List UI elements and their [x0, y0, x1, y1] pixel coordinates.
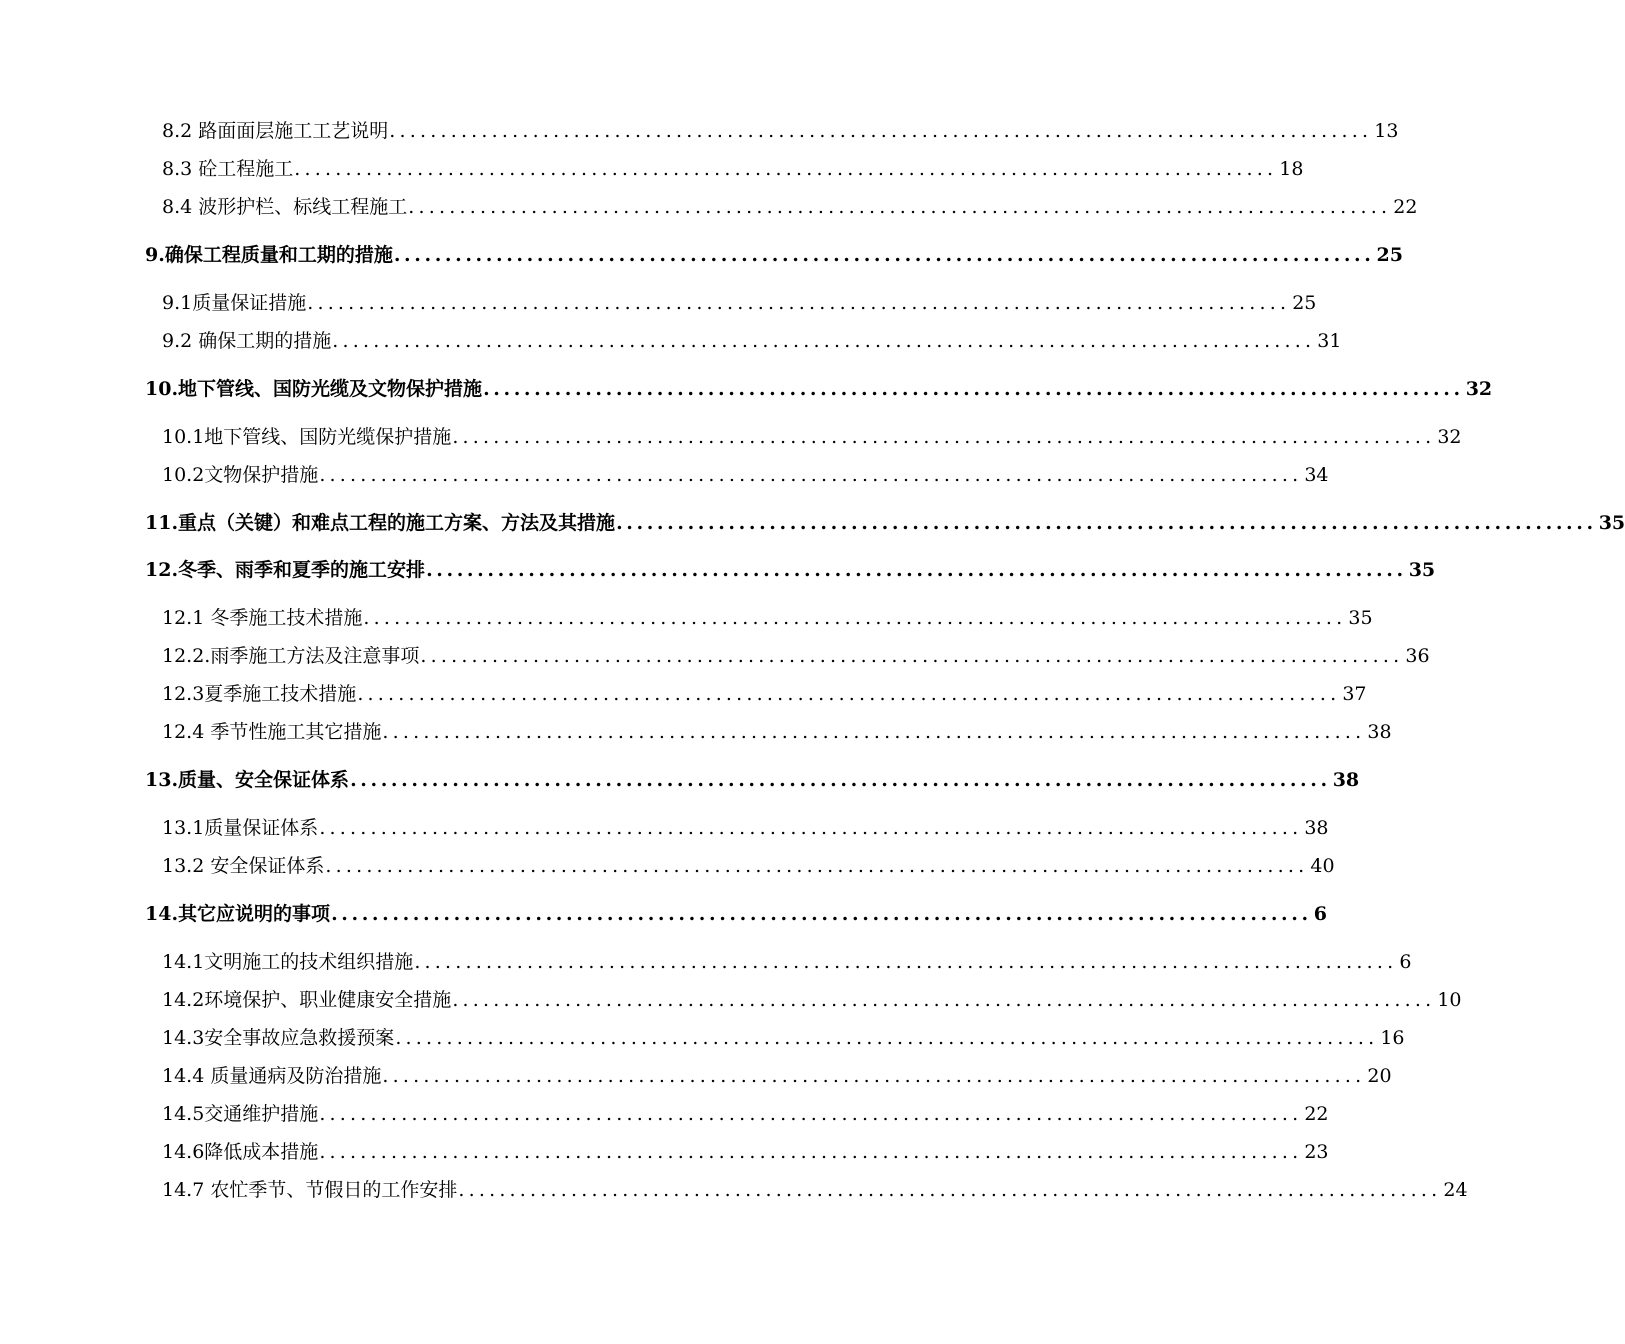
toc-entry[interactable] — [162, 154, 1304, 181]
toc-entry[interactable] — [162, 1137, 1329, 1164]
toc-entry-page: 38 — [1367, 721, 1392, 743]
dot-leader: ................................................................................................ — [363, 607, 1347, 629]
toc-entry-title: 12.3夏季施工技术措施 — [162, 683, 357, 705]
toc-entry-page: 20 — [1367, 1065, 1392, 1087]
toc-entry-title: 12.4 季节性施工其它措施 — [162, 721, 382, 743]
toc-entry-title: 9.1质量保证措施 — [162, 292, 307, 314]
toc-entry[interactable] — [162, 422, 1462, 449]
toc-entry[interactable] — [162, 1061, 1392, 1088]
toc-entry-title: 8.4 波形护栏、标线工程施工 — [162, 196, 408, 218]
toc-entry-title: 8.3 砼工程施工 — [162, 158, 294, 180]
toc-entry-page: 37 — [1342, 683, 1367, 705]
toc-entry[interactable] — [162, 1099, 1329, 1126]
toc-entry-page: 32 — [1465, 378, 1493, 400]
toc-entry-title: 9.确保工程质量和工期的措施 — [145, 244, 393, 266]
toc-entry-chapter[interactable] — [145, 765, 1360, 792]
dot-leader: ................................................................................................ — [389, 120, 1373, 142]
toc-entry-title: 14.其它应说明的事项 — [145, 903, 331, 925]
toc-entry-page: 23 — [1304, 1141, 1329, 1163]
toc-entry[interactable] — [162, 641, 1430, 668]
dot-leader: ................................................................................................ — [319, 464, 1303, 486]
dot-leader: ................................................................................................ — [382, 721, 1366, 743]
toc-entry[interactable] — [162, 985, 1462, 1012]
toc-entry-title: 13.1质量保证体系 — [162, 817, 319, 839]
toc-entry-page: 10 — [1437, 989, 1462, 1011]
dot-leader: ................................................................................................ — [452, 989, 1436, 1011]
dot-leader: ................................................................................................ — [319, 1141, 1303, 1163]
toc-entry-title: 12.1 冬季施工技术措施 — [162, 607, 363, 629]
dot-leader: ................................................................................................ — [319, 817, 1303, 839]
toc-entry[interactable] — [162, 192, 1418, 219]
toc-entry-title: 13.2 安全保证体系 — [162, 855, 325, 877]
toc-entry-title: 14.3安全事故应急救援预案 — [162, 1027, 395, 1049]
toc-entry-title: 12.2.雨季施工方法及注意事项 — [162, 645, 420, 667]
toc-entry[interactable] — [162, 460, 1329, 487]
dot-leader: ................................................................................................ — [414, 951, 1398, 973]
toc-entry-title: 14.4 质量通病及防治措施 — [162, 1065, 382, 1087]
toc-entry-title: 10.2文物保护措施 — [162, 464, 319, 486]
toc-entry-title: 14.2环境保护、职业健康安全措施 — [162, 989, 452, 1011]
dot-leader: ................................................................................................ — [332, 330, 1316, 352]
toc-entry-title: 13.质量、安全保证体系 — [145, 769, 350, 791]
dot-leader: ................................................................................................ — [294, 158, 1278, 180]
toc-entry[interactable] — [162, 813, 1329, 840]
toc-entry[interactable] — [162, 326, 1342, 353]
toc-entry[interactable] — [162, 717, 1392, 744]
toc-entry-chapter[interactable] — [145, 899, 1327, 926]
toc-entry-page: 13 — [1374, 120, 1399, 142]
toc-entry-title: 14.1文明施工的技术组织措施 — [162, 951, 414, 973]
toc-entry-page: 31 — [1317, 330, 1342, 352]
dot-leader: ................................................................................................ — [395, 1027, 1379, 1049]
toc-entry[interactable] — [162, 288, 1317, 315]
dot-leader: ................................................................................................ — [325, 855, 1309, 877]
dot-leader: ................................................................................................ — [616, 512, 1597, 534]
toc-entry-page: 38 — [1332, 769, 1360, 791]
toc-entry-title: 8.2 路面面层施工工艺说明 — [162, 120, 389, 142]
toc-entry-title: 12.冬季、雨季和夏季的施工安排 — [145, 559, 426, 581]
toc-entry[interactable] — [162, 947, 1412, 974]
toc-entry-page: 34 — [1304, 464, 1329, 486]
dot-leader: ................................................................................................ — [307, 292, 1291, 314]
toc-entry-page: 16 — [1380, 1027, 1405, 1049]
toc-entry-title: 11.重点（关键）和难点工程的施工方案、方法及其措施 — [145, 512, 616, 534]
toc-entry-page: 18 — [1279, 158, 1304, 180]
toc-entry-chapter[interactable] — [145, 555, 1436, 582]
dot-leader: ................................................................................................ — [331, 903, 1312, 925]
toc-entry-chapter[interactable] — [145, 240, 1403, 267]
toc-entry-page: 35 — [1408, 559, 1436, 581]
toc-entry-page: 6 — [1399, 951, 1412, 973]
toc-entry-title: 14.5交通维护措施 — [162, 1103, 319, 1125]
dot-leader: ................................................................................................ — [357, 683, 1341, 705]
toc-entry-page: 6 — [1313, 903, 1327, 925]
dot-leader: ................................................................................................ — [483, 378, 1464, 400]
toc-entry-page: 25 — [1376, 244, 1403, 266]
dot-leader: ................................................................................................ — [393, 244, 1375, 266]
toc-entry-page: 38 — [1304, 817, 1329, 839]
toc-entry-title: 9.2 确保工期的措施 — [162, 330, 332, 352]
toc-entry-title: 14.7 农忙季节、节假日的工作安排 — [162, 1179, 458, 1201]
toc-entry-chapter[interactable] — [145, 508, 1625, 535]
toc-entry-page: 35 — [1348, 607, 1373, 629]
toc-entry-chapter[interactable] — [145, 374, 1493, 401]
dot-leader: ................................................................................................ — [458, 1179, 1442, 1201]
toc-entry[interactable] — [162, 679, 1367, 706]
toc-entry[interactable] — [162, 603, 1373, 630]
toc-entry[interactable] — [162, 1175, 1468, 1202]
dot-leader: ................................................................................................ — [426, 559, 1407, 581]
toc-entry-page: 22 — [1304, 1103, 1329, 1125]
toc-entry-title: 14.6降低成本措施 — [162, 1141, 319, 1163]
dot-leader: ................................................................................................ — [420, 645, 1404, 667]
toc-entry-page: 32 — [1437, 426, 1462, 448]
toc-entry-page: 25 — [1292, 292, 1317, 314]
dot-leader: ................................................................................................ — [452, 426, 1436, 448]
toc-entry[interactable] — [162, 116, 1399, 143]
dot-leader: ................................................................................................ — [408, 196, 1392, 218]
toc-entry-page: 40 — [1310, 855, 1335, 877]
toc-entry-title: 10.地下管线、国防光缆及文物保护措施 — [145, 378, 483, 400]
toc-entry-title: 10.1地下管线、国防光缆保护措施 — [162, 426, 452, 448]
toc-entry-page: 36 — [1405, 645, 1430, 667]
dot-leader: ................................................................................................ — [319, 1103, 1303, 1125]
toc-entry-page: 22 — [1393, 196, 1418, 218]
toc-entry-page: 35 — [1598, 512, 1625, 534]
toc-entry[interactable] — [162, 1023, 1405, 1050]
dot-leader: ................................................................................................ — [382, 1065, 1366, 1087]
toc-entry[interactable] — [162, 851, 1335, 878]
dot-leader: ................................................................................................ — [350, 769, 1331, 791]
toc-entry-page: 24 — [1443, 1179, 1468, 1201]
